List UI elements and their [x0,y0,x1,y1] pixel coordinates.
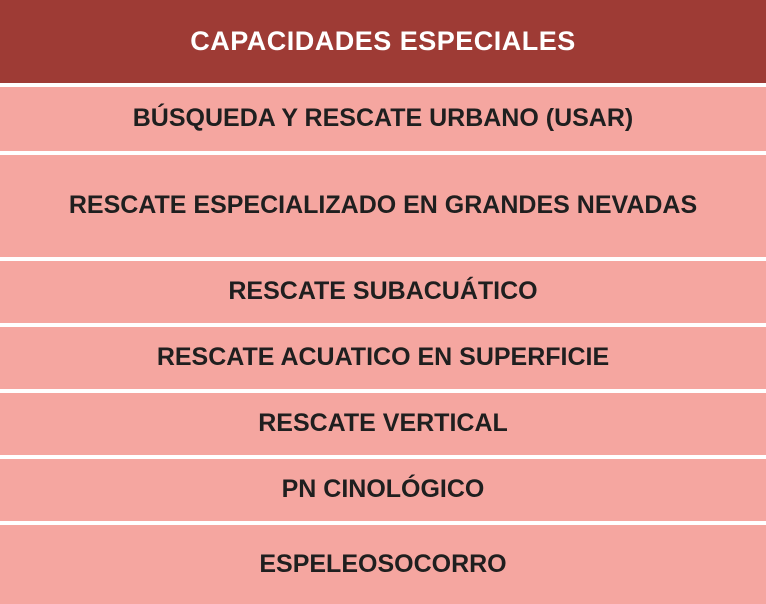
table-header-label: CAPACIDADES ESPECIALES [190,26,576,56]
table-row [0,261,766,323]
table-row-label: BÚSQUEDA Y RESCATE URBANO (USAR) [132,104,634,133]
table-row-label: RESCATE ESPECIALIZADO EN GRANDES NEVADAS [68,191,698,220]
table-row [0,393,766,455]
table-header [0,0,766,83]
table-row [0,459,766,521]
table-row [0,327,766,389]
table-row-label: RESCATE SUBACUÁTICO [228,277,538,306]
table-row [0,155,766,257]
table-row-label: RESCATE ACUATICO EN SUPERFICIE [156,343,610,372]
table-row [0,87,766,151]
table-row-label: PN CINOLÓGICO [281,475,485,504]
table-row-label: RESCATE VERTICAL [258,409,508,438]
table-row-label: ESPELEOSOCORRO [259,549,507,578]
table-row [0,525,766,604]
